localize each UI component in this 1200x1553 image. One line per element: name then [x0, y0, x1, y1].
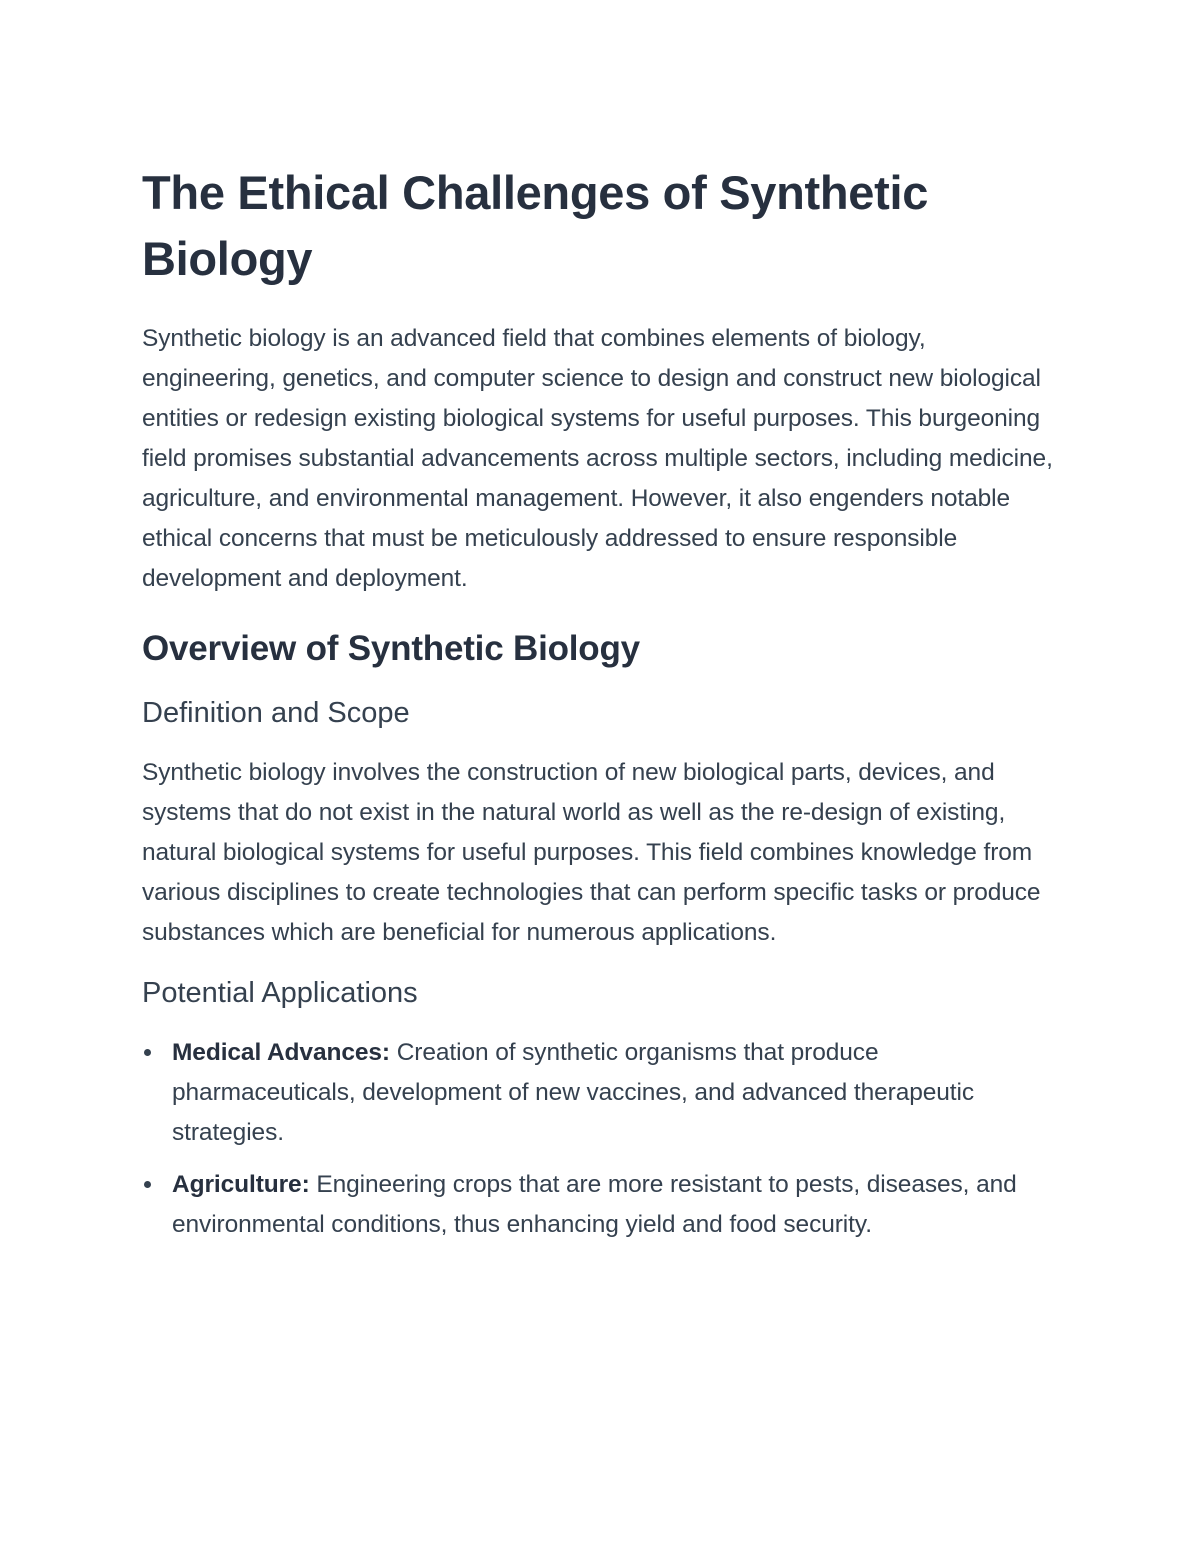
list-item: [142, 1033, 1062, 1153]
subheading-applications: Potential Applications: [142, 977, 418, 1009]
definition-paragraph: Synthetic biology involves the construction of new biological parts, devices, and systems that do not exist in the natural world as well as the re-design of existing, natural biological systems for useful purposes. This field combines knowledge from various disciplines to create technologies that can perform specific tasks or produce substances which are beneficial for numerous applications.: [142, 759, 1041, 946]
list-item: [142, 1165, 1062, 1245]
bullet-term: Agriculture:: [172, 1171, 310, 1198]
intro-paragraph: Synthetic biology is an advanced field that combines elements of biology, engineering, genetics, and computer science to design and construct new biological entities or redesign existing biological systems for useful purposes. This burgeoning field promises substantial advancements across multiple sectors, including medicine, agriculture, and environmental management. However, it also engenders notable ethical concerns that must be meticulously addressed to ensure responsible development and deployment.: [142, 325, 1053, 592]
bullet-text: Creation of synthetic organisms that produce pharmaceuticals, development of new vaccines, and advanced therapeutic strategies.: [172, 1039, 974, 1146]
section-heading-overview: Overview of Synthetic Biology: [142, 629, 640, 668]
bullet-icon: [144, 1049, 151, 1056]
subheading-definition: Definition and Scope: [142, 697, 410, 729]
bullet-term: Medical Advances:: [172, 1039, 390, 1066]
page-title: The Ethical Challenges of Synthetic Biology: [142, 166, 929, 285]
bullet-text: Engineering crops that are more resistant to pests, diseases, and environmental conditions, thus enhancing yield and food security.: [172, 1171, 1017, 1238]
applications-list: [142, 1033, 1062, 1245]
bullet-icon: [144, 1181, 151, 1188]
document-page: [142, 160, 1062, 1257]
